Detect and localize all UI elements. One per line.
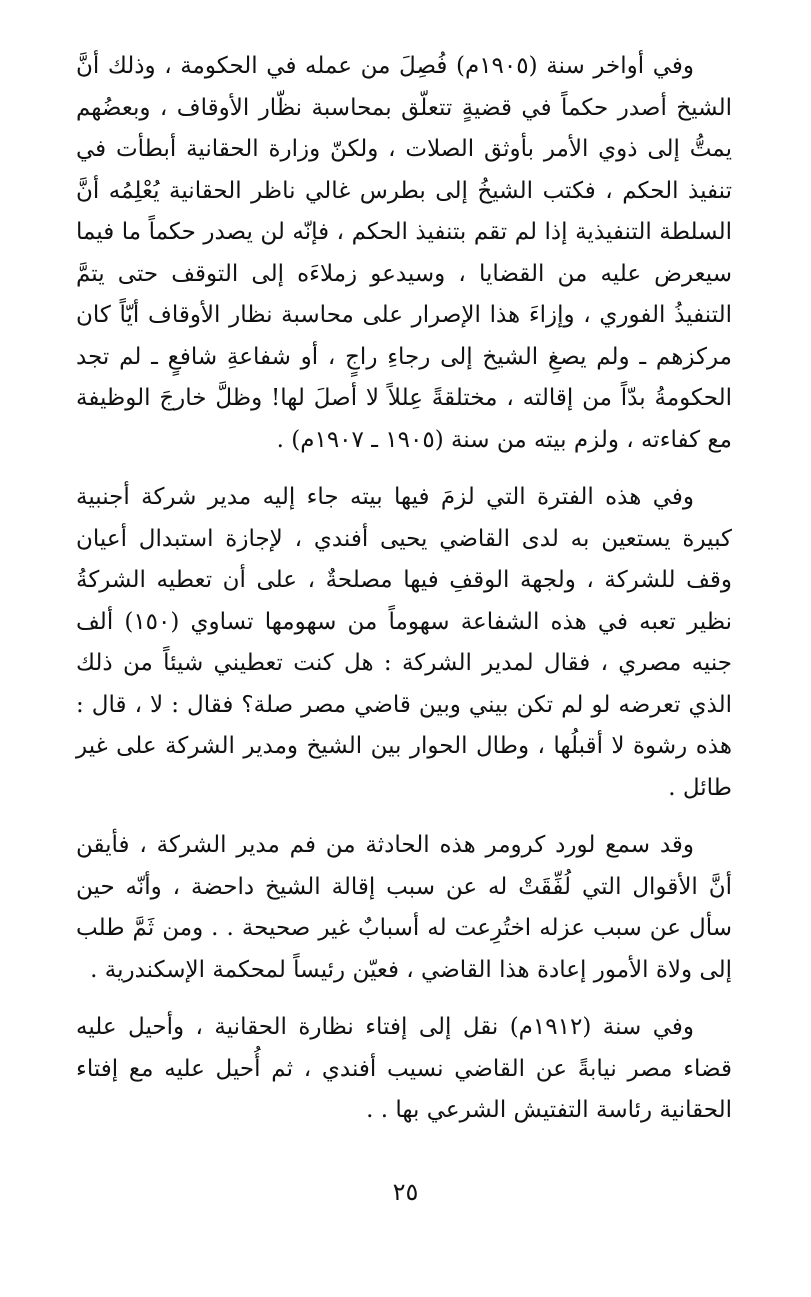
page-number: ٢٥ [392, 1178, 419, 1206]
paragraph-2: وفي هذه الفترة التي لزمَ فيها بيته جاء إليه مدير شركة أجنبية كبيرة يستعين به لدى القاضي يحيى أفندي ، لإجازة استبدال أعيان وقف للشركة ، ولجهة الوقفِ فيها مصلحةٌ ، على أن تعطيه الشركةُ نظير تعبه في هذه الشفاعة سهوماً من سهومها تساوي (١٥٠) ألف جنيه مصري ، فقال لمدير الشركة : هل كنت تعطيني شيئاً من ذلك الذي تعرضه لو لم تكن بيني وبين قاضي مصر صلة؟ فقال : لا ، قال : هذه رشوة لا أقبلُها ، وطال الحوار بين الشيخ ومدير الشركة على غير طائل . [76, 484, 732, 801]
paragraph-3: وقد سمع لورد كرومر هذه الحادثة من فم مدير الشركة ، فأيقن أنَّ الأقوال التي لُفِّقَتْ له عن سبب إقالة الشيخ داحضة ، وأنّه حين سأل عن سبب عزله اختُرِعت له أسبابٌ غير صحيحة . . ومن ثَمَّ طلب إلى ولاة الأمور إعادة هذا القاضي ، فعيّن رئيساً لمحكمة الإسكندرية . [76, 832, 732, 983]
paragraph-4: وفي سنة (١٩١٢م) نقل إلى إفتاء نظارة الحقانية ، وأحيل عليه قضاء مصر نيابةً عن القاضي نسيب أفندي ، ثم أُحيل عليه مع إفتاء الحقانية رئاسة التفتيش الشرعي بها . . [76, 1014, 732, 1123]
paragraph-1: وفي أواخر سنة (١٩٠٥م) فُصِلَ من عمله في الحكومة ، وذلك أنَّ الشيخ أصدر حكماً في قضيةٍ تتعلّق بمحاسبة نظّار الأوقاف ، وبعضُهم يمتُّ إلى ذوي الأمر بأوثق الصلات ، ولكنّ وزارة الحقانية أبطأت في تنفيذ الحكم ، فكتب الشيخُ إلى بطرس غالي ناظر الحقانية يُعْلِمُه أنَّ السلطة التنفيذية إذا لم تقم بتنفيذ الحكم ، فإنّه لن يصدر حكماً ما فيما سيعرض عليه من القضايا ، وسيدعو زملاءَه إلى التوقف حتى يتمَّ التنفيذُ الفوري ، وإزاءَ هذا الإصرار على محاسبة نظار الأوقاف أيّاً كان مركزهم ـ ولم يصغِ الشيخ إلى رجاءِ راجٍ ، أو شفاعةِ شافعٍ ـ لم تجد الحكومةُ بدّاً من إقالته ، مختلقةً عِللاً لا أصلَ لها! وظلَّ خارجَ الوظيفة مع كفاءته ، ولزم بيته من سنة (١٩٠٥ ـ ١٩٠٧م) . [76, 53, 732, 453]
body-text [76, 46, 732, 1148]
